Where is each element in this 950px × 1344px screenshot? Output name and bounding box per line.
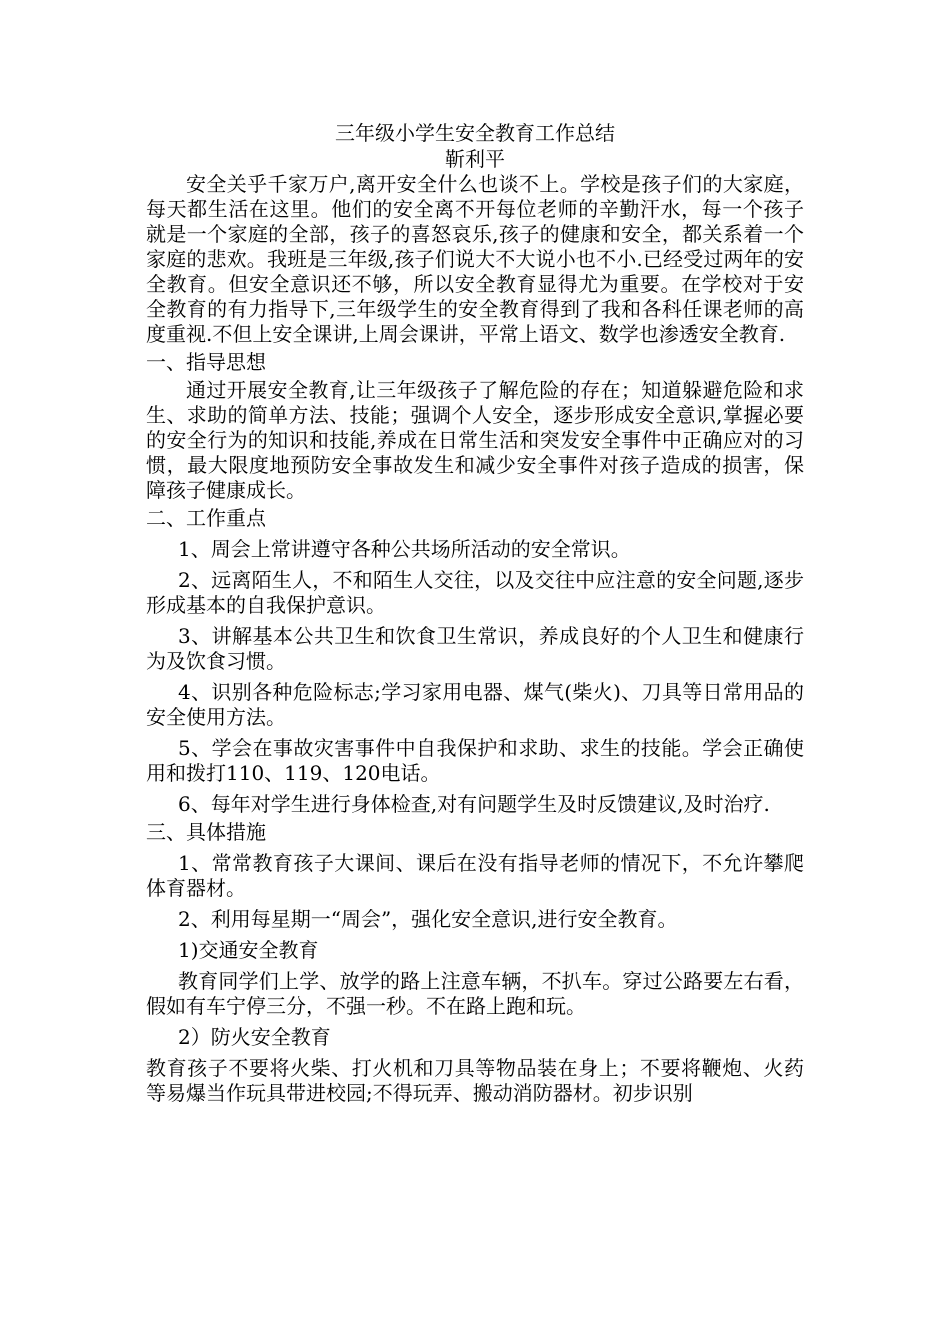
document-page <box>146 120 804 1106</box>
list-item: 5、学会在事故灾害事件中自我保护和求助、求生的技能。学会正确使用和拨打110、119、120电话。 <box>146 736 804 785</box>
fire-paragraph: 教育孩子不要将火柴、打火机和刀具等物品装在身上；不要将鞭炮、火药等易爆当作玩具带进校园;不得玩弄、搬动消防器材。初步识别 <box>146 1056 804 1105</box>
section-heading-guiding: 一、指导思想 <box>146 350 266 374</box>
list-item: 3、讲解基本公共卫生和饮食卫生常识，养成良好的个人卫生和健康行为及饮食习惯。 <box>146 624 804 673</box>
traffic-paragraph: 教育同学们上学、放学的路上注意车辆，不扒车。穿过公路要左右看，假如有车宁停三分，不强一秒。不在路上跑和玩。 <box>146 969 804 1018</box>
document-title: 三年级小学生安全教育工作总结 <box>335 121 615 145</box>
list-item: 2、利用每星期一“周会”，强化安全意识,进行安全教育。 <box>178 907 678 931</box>
subsection-title-traffic: 1)交通安全教育 <box>178 938 319 962</box>
guiding-paragraph: 通过开展安全教育,让三年级孩子了解危险的存在；知道躲避危险和求生、求助的简单方法、技能；强调个人安全，逐步形成安全意识,掌握必要的安全行为的知识和技能,养成在日常生活和突发安全事件中正确应对的习惯，最大限度地预防安全事故发生和减少安全事件对孩子造成的损害，保障孩子健康成长。 <box>146 378 804 502</box>
section-heading-measures: 三、具体措施 <box>146 820 266 844</box>
list-item: 1、常常教育孩子大课间、课后在没有指导老师的情况下，不允许攀爬体育器材。 <box>146 851 804 900</box>
intro-paragraph: 安全关乎千家万户,离开安全什么也谈不上。学校是孩子们的大家庭，每天都生活在这里。他们的安全离不开每位老师的辛勤汗水，每一个孩子就是一个家庭的全部，孩子的喜怒哀乐,孩子的健康和安全，都关系着一个家庭的悲欢。我班是三年级,孩子们说大不大说小也不小.已经受过两年的安全教育。但安全意识还不够，所以安全教育显得尤为重要。在学校对于安全教育的有力指导下,三年级学生的安全教育得到了我和各科任课老师的高度重视.不但上安全课讲,上周会课讲，平常上语文、数学也渗透安全教育. <box>146 172 804 346</box>
list-item: 6、每年对学生进行身体检查,对有问题学生及时反馈建议,及时治疗. <box>178 792 770 816</box>
list-item: 2、远离陌生人，不和陌生人交往，以及交往中应注意的安全问题,逐步形成基本的自我保护意识。 <box>146 568 804 617</box>
subsection-title-fire: 2）防火安全教育 <box>178 1025 331 1049</box>
section-heading-focus: 二、工作重点 <box>146 506 266 530</box>
list-item: 1、周会上常讲遵守各种公共场所活动的安全常识。 <box>178 537 631 561</box>
document-author: 靳利平 <box>445 147 505 171</box>
list-item: 4、识别各种危险标志;学习家用电器、煤气(柴火)、刀具等日常用品的安全使用方法。 <box>146 680 804 729</box>
